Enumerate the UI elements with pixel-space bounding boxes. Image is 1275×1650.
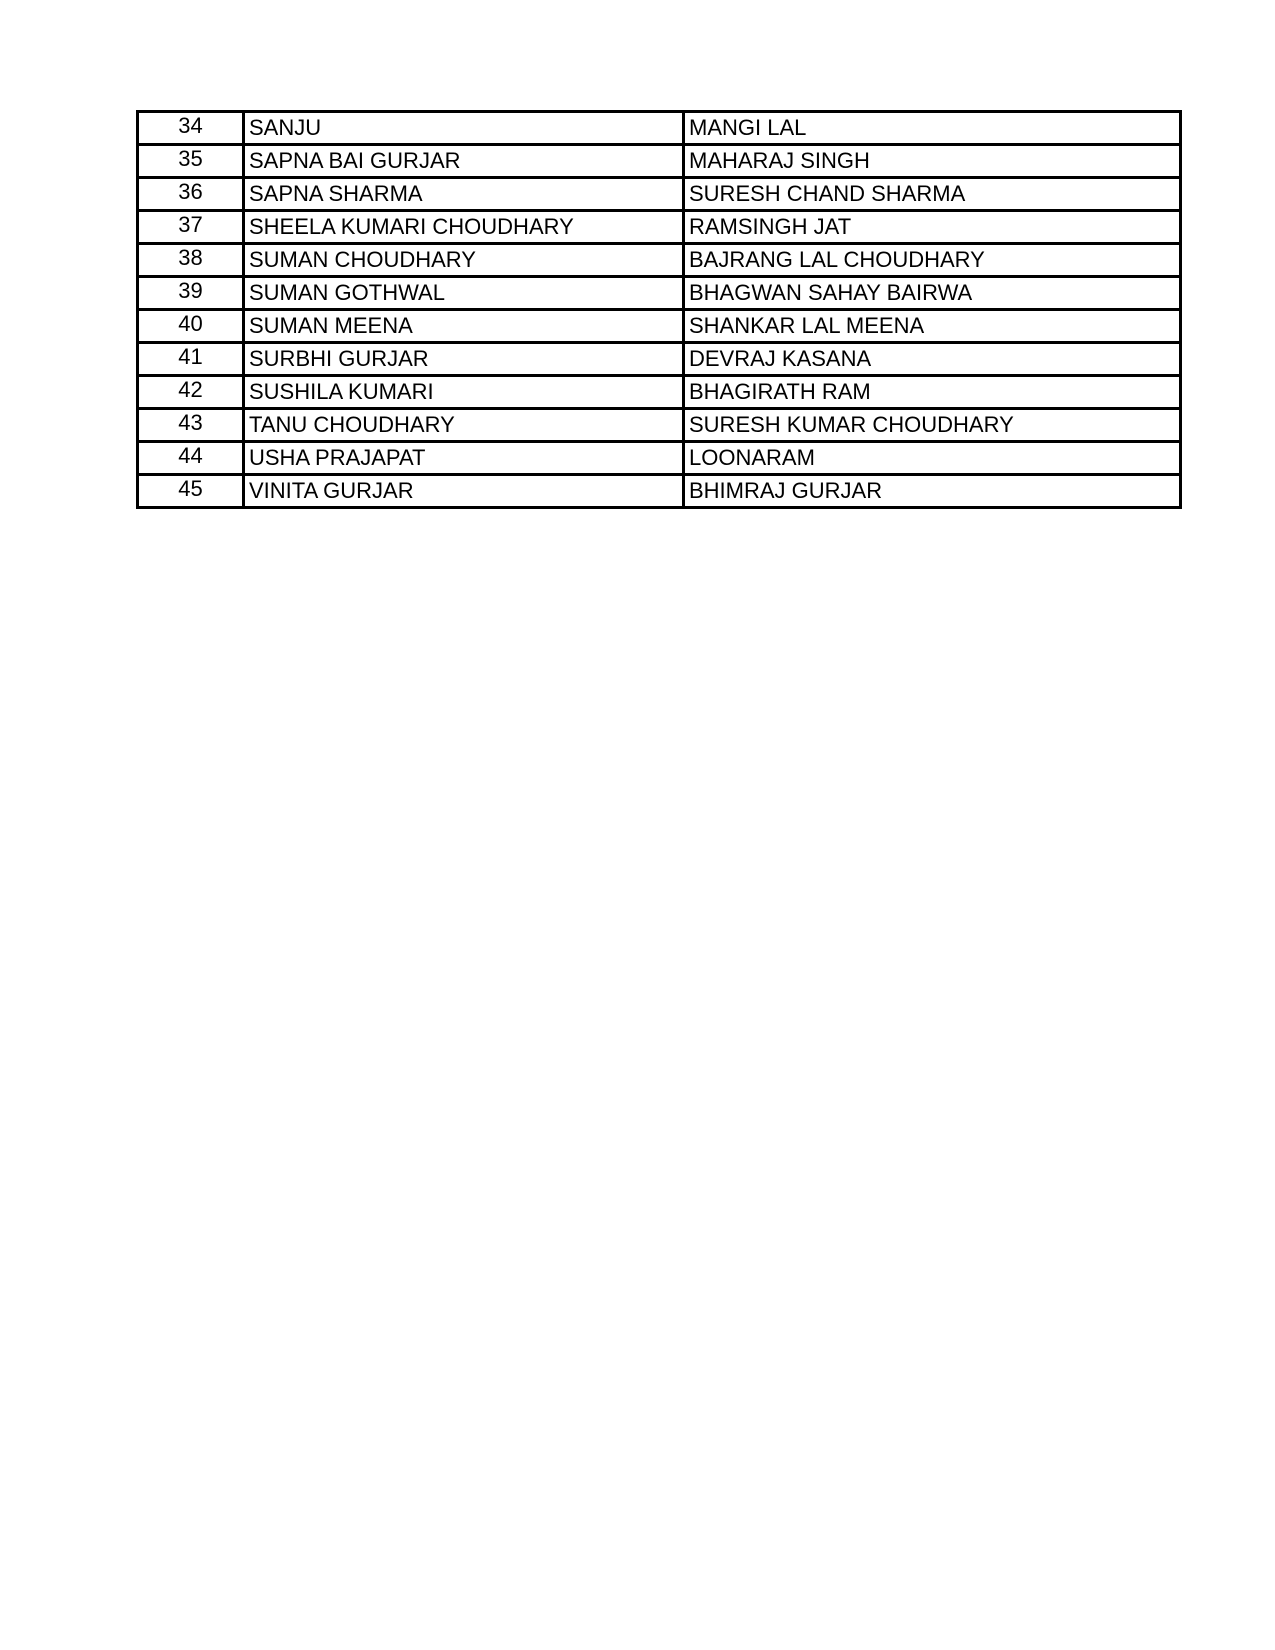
father-name-cell: BHAGWAN SAHAY BAIRWA (684, 277, 1181, 310)
name-cell: SUMAN GOTHWAL (244, 277, 684, 310)
table-row (138, 310, 1181, 343)
name-cell: TANU CHOUDHARY (244, 409, 684, 442)
serial-number-cell: 38 (138, 244, 244, 277)
name-cell: SURBHI GURJAR (244, 343, 684, 376)
father-name-cell: SURESH KUMAR CHOUDHARY (684, 409, 1181, 442)
table-row (138, 211, 1181, 244)
roster-table-body (138, 112, 1181, 508)
name-cell: SUMAN MEENA (244, 310, 684, 343)
serial-number-cell: 45 (138, 475, 244, 508)
name-cell: USHA PRAJAPAT (244, 442, 684, 475)
father-name-cell: BHIMRAJ GURJAR (684, 475, 1181, 508)
table-row (138, 343, 1181, 376)
serial-number-cell: 44 (138, 442, 244, 475)
name-cell: SAPNA SHARMA (244, 178, 684, 211)
serial-number-cell: 34 (138, 112, 244, 145)
serial-number-cell: 43 (138, 409, 244, 442)
table-row (138, 112, 1181, 145)
father-name-cell: MANGI LAL (684, 112, 1181, 145)
father-name-cell: SURESH CHAND SHARMA (684, 178, 1181, 211)
serial-number-cell: 41 (138, 343, 244, 376)
table-row (138, 244, 1181, 277)
serial-number-cell: 35 (138, 145, 244, 178)
table-row (138, 145, 1181, 178)
name-cell: VINITA GURJAR (244, 475, 684, 508)
serial-number-cell: 42 (138, 376, 244, 409)
father-name-cell: BAJRANG LAL CHOUDHARY (684, 244, 1181, 277)
father-name-cell: DEVRAJ KASANA (684, 343, 1181, 376)
name-cell: SUSHILA KUMARI (244, 376, 684, 409)
father-name-cell: LOONARAM (684, 442, 1181, 475)
father-name-cell: RAMSINGH JAT (684, 211, 1181, 244)
table-row (138, 409, 1181, 442)
name-cell: SHEELA KUMARI CHOUDHARY (244, 211, 684, 244)
roster-table (136, 110, 1182, 509)
table-row (138, 178, 1181, 211)
father-name-cell: MAHARAJ SINGH (684, 145, 1181, 178)
serial-number-cell: 37 (138, 211, 244, 244)
table-row (138, 277, 1181, 310)
name-cell: SUMAN CHOUDHARY (244, 244, 684, 277)
table-row (138, 475, 1181, 508)
serial-number-cell: 39 (138, 277, 244, 310)
table-row (138, 376, 1181, 409)
father-name-cell: SHANKAR LAL MEENA (684, 310, 1181, 343)
name-cell: SANJU (244, 112, 684, 145)
name-cell: SAPNA BAI GURJAR (244, 145, 684, 178)
table-row (138, 442, 1181, 475)
serial-number-cell: 36 (138, 178, 244, 211)
father-name-cell: BHAGIRATH RAM (684, 376, 1181, 409)
serial-number-cell: 40 (138, 310, 244, 343)
